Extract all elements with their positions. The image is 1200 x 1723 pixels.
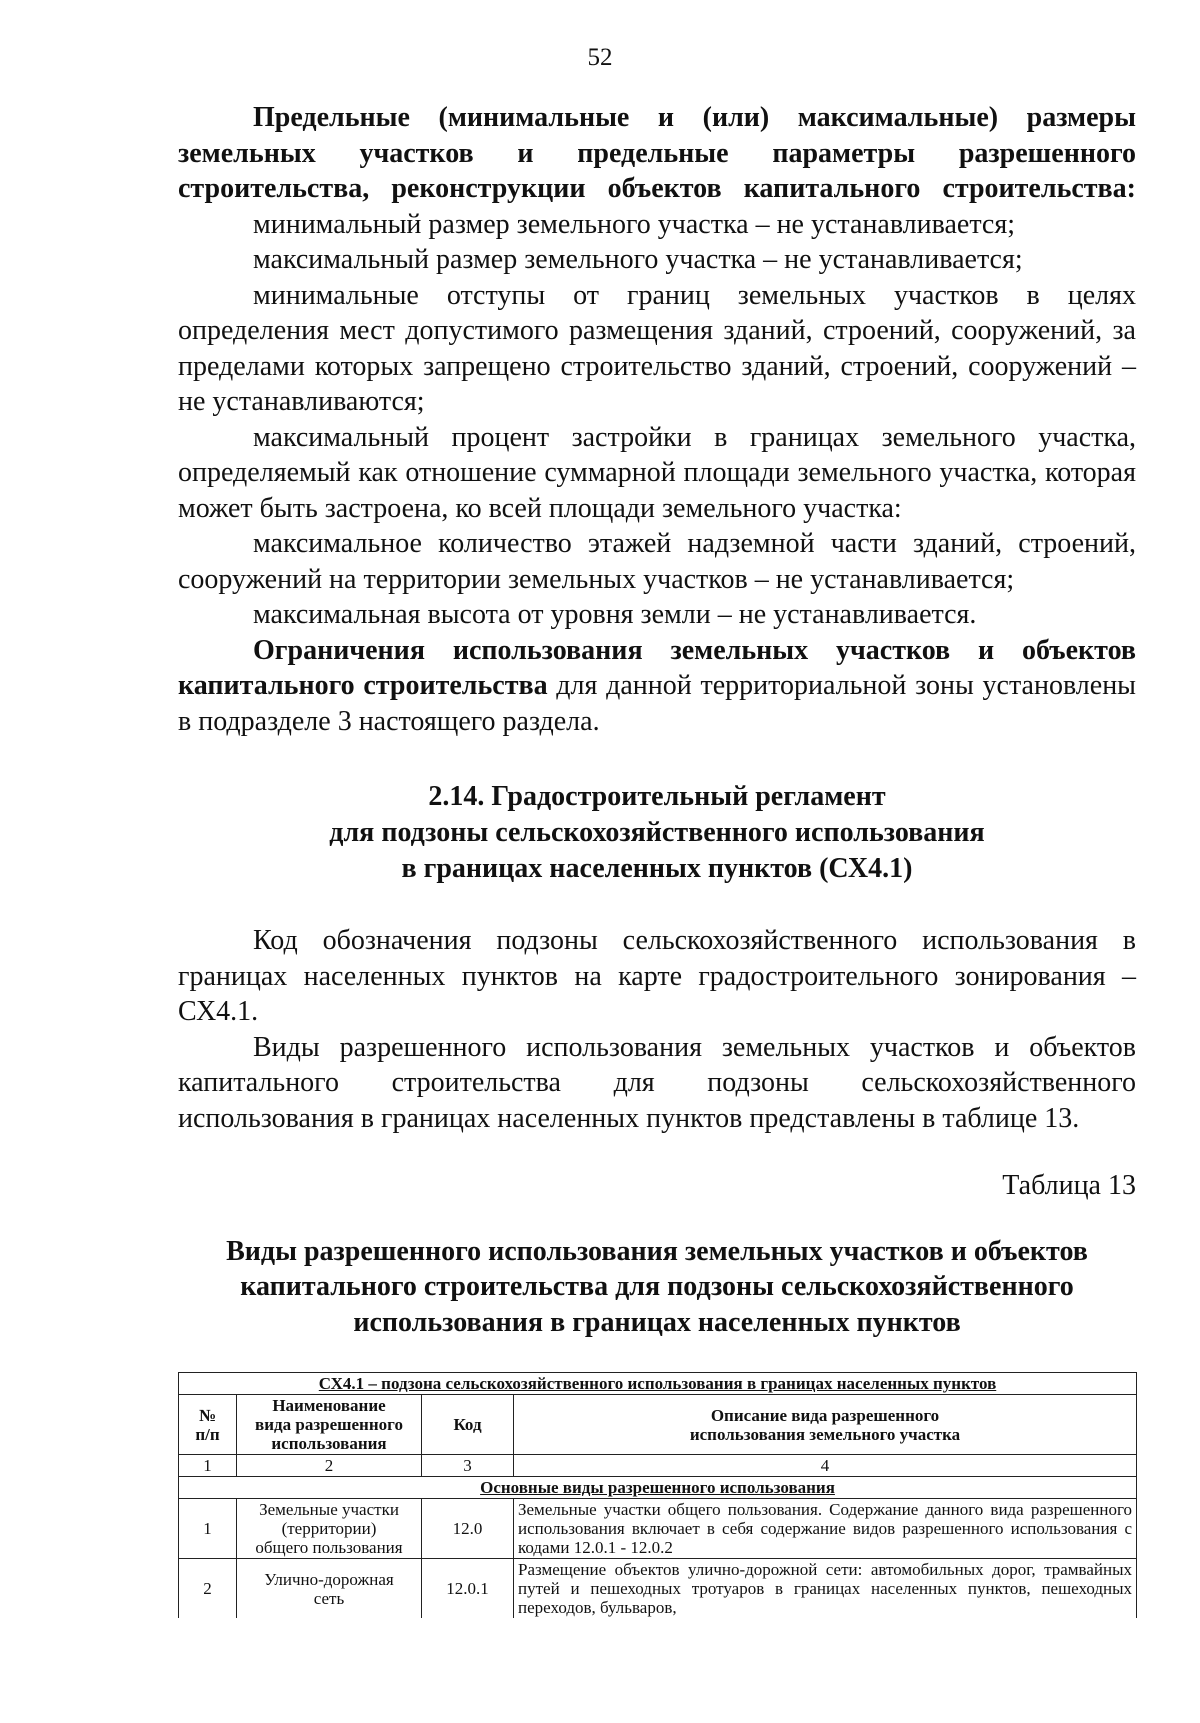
limits-item-floors: максимальное количество этажей надземной части зданий, строений, сооружений на территории земельных участков – не устанавливается; [178, 528, 1136, 595]
header-name: Наименование вида разрешенного использования [237, 1395, 422, 1455]
section-title [178, 779, 1136, 887]
section-title-line: в границах населенных пунктов (СХ4.1) [401, 853, 913, 884]
row-description: Размещение объектов улично-дорожной сети: автомобильных дорог, трамвайных путей и пешеходных тротуаров в границах населенных пунктов, пешеходных переходов, бульваров, [514, 1559, 1137, 1619]
table-row [179, 1559, 1137, 1619]
group-main-uses: Основные виды разрешенного использования [179, 1477, 1137, 1499]
row-code: 12.0.1 [422, 1559, 514, 1619]
header-code: Код [422, 1395, 514, 1455]
page-content [178, 100, 1136, 1618]
column-number: 2 [237, 1455, 422, 1477]
table-header-row [179, 1395, 1137, 1455]
permitted-uses-table [178, 1372, 1137, 1618]
row-num: 2 [179, 1559, 237, 1619]
table-zone-header-row [179, 1373, 1137, 1395]
row-num: 1 [179, 1499, 237, 1559]
row-code: 12.0 [422, 1499, 514, 1559]
section-title-line: для подзоны сельскохозяйственного использования [329, 817, 985, 848]
limits-heading: Предельные (минимальные и (или) максимальные) размеры земельных участков и предельные параметры разрешенного строительства, реконструкции объектов капитального строительства: [178, 102, 1136, 204]
section-title-line: 2.14. Градостроительный регламент [428, 781, 886, 812]
page-number: 52 [587, 44, 613, 71]
column-number: 1 [179, 1455, 237, 1477]
header-description: Описание вида разрешенного использования земельного участка [514, 1395, 1137, 1455]
restrictions-text: для данной территориальной зоны установлены в подразделе 3 настоящего раздела. [178, 670, 1136, 737]
limits-item-coverage: максимальный процент застройки в границах земельного участка, определяемый как отношение суммарной площади земельного участка, которая может быть застроена, ко всей площади земельного участка: [178, 421, 1136, 524]
table-row [179, 1499, 1137, 1559]
row-description: Земельные участки общего пользования. Содержание данного вида разрешенного использования включает в себя содержание видов разрешенного использования с кодами 12.0.1 - 12.0.2 [514, 1499, 1137, 1559]
limits-item-setbacks: минимальные отступы от границ земельных участков в целях определения мест допустимого размещения зданий, строений, сооружений, за пределами которых запрещено строительство зданий, строений, сооружений – не устанавливаются; [178, 279, 1136, 417]
restrictions-bold-text: Ограничения использования земельных участков и объектов капитального строительства [178, 634, 1136, 701]
table-title-line: капитального строительства для подзоны сельскохозяйственного [240, 1271, 1074, 1302]
table-title-line: Виды разрешенного использования земельных участков и объектов [226, 1235, 1088, 1267]
column-number: 3 [422, 1455, 514, 1477]
limits-item-height: максимальная высота от уровня земли – не устанавливается. [253, 599, 977, 630]
restrictions-paragraph [178, 633, 1136, 740]
limits-item-max-size: максимальный размер земельного участка – не устанавливается; [253, 244, 1023, 275]
zone-code-paragraph: Код обозначения подзоны сельскохозяйственного использования в границах населенных пунктов на карте градостроительного зонирования – СХ4.1. [178, 925, 1136, 1027]
row-name: Земельные участки (территории) общего пользования [237, 1499, 422, 1559]
zone-header-cell: СХ4.1 – подзона сельскохозяйственного использования в границах населенных пунктов [179, 1373, 1137, 1395]
row-name: Улично-дорожная сеть [237, 1559, 422, 1619]
table-column-numbers-row [179, 1455, 1137, 1477]
table-title [178, 1234, 1136, 1341]
table-title-line: использования в границах населенных пунктов [353, 1306, 961, 1338]
table-label: Таблица 13 [1002, 1170, 1136, 1201]
column-number: 4 [514, 1455, 1137, 1477]
header-num: № п/п [179, 1395, 237, 1455]
limits-item-min-size: минимальный размер земельного участка – не устанавливается; [253, 208, 1016, 240]
table-group-row [179, 1477, 1137, 1499]
permitted-uses-paragraph: Виды разрешенного использования земельных участков и объектов капитального строительства для подзоны сельскохозяйственного использования в границах населенных пунктов представлены в таблице 13. [178, 1031, 1136, 1134]
